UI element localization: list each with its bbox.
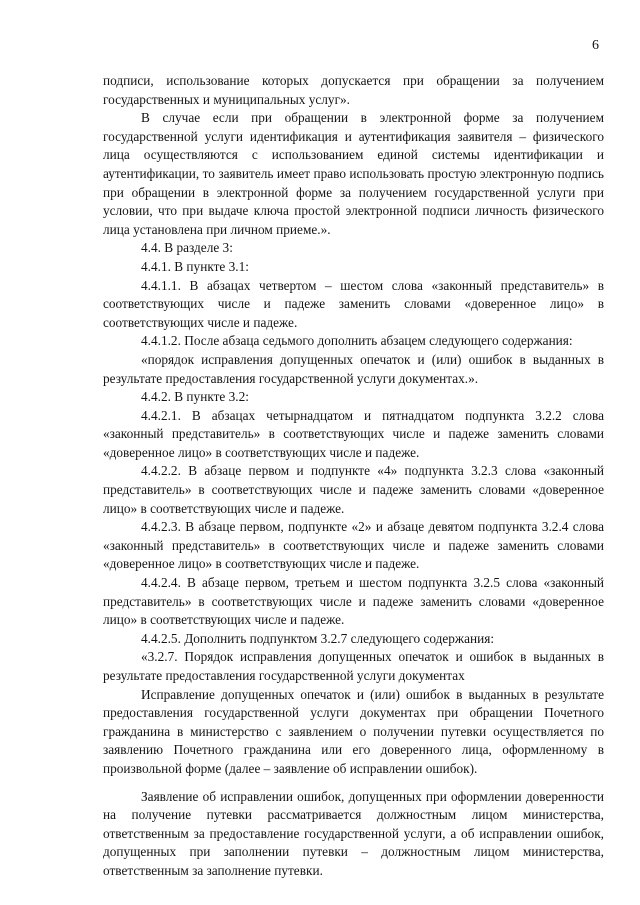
paragraph: Исправление допущенных опечаток и (или) ошибок в выданных в результате предоставления государственной услуги документах при обращении Почетного гражданина в министерство с заявлением о получении путевки осуществляется по заявлению Почетного гражданина или его доверенного лица, оформленному в произвольной форме (далее – заявление об исправлении ошибок).: [103, 686, 604, 776]
paragraph-continuation: подписи, использование которых допускается при обращении за получением государственных и муниципальных услуг».: [103, 73, 604, 107]
paragraph: 4.4.1.2. После абзаца седьмого дополнить абзацем следующего содержания:: [141, 333, 573, 349]
paragraph: 4.4.2.5. Дополнить подпунктом 3.2.7 следующего содержания:: [141, 630, 495, 646]
paragraph: 4.4.2.3. В абзаце первом, подпункте «2» и абзаце девятом подпункта 3.2.4 слова «законный представитель» в соответствующих числе и падеже заменить словами «доверенное лицо» в соответствующих числе и падеже.: [103, 519, 604, 572]
paragraph: 4.4.2.2. В абзаце первом и подпункте «4» подпункта 3.2.3 слова «законный представитель» в соответствующих числе и падеже заменить словами «доверенное лицо» в соответствующих числе и падеже.: [103, 463, 604, 516]
paragraph: 4.4.2. В пункте 3.2:: [141, 389, 249, 405]
document-body: [103, 72, 604, 881]
paragraph: 4.4.2.1. В абзацах четырнадцатом и пятнадцатом подпункта 3.2.2 слова «законный представитель» в соответствующих числе и падеже заменить словами «доверенное лицо» в соответствующих числе и падеже.: [103, 407, 604, 460]
paragraph: 4.4. В разделе 3:: [141, 240, 233, 256]
paragraph: «порядок исправления допущенных опечаток и (или) ошибок в выданных в результате предоставления государственной услуги документах.».: [103, 351, 604, 386]
paragraph: В случае если при обращении в электронной форме за получением государственной услуги идентификация и аутентификация заявителя – физического лица осуществляются с использованием единой системы идентификации и аутентификации, то заявитель имеет право использовать простую электронную подпись при обращении в электронной форме за получением государственной услуги при условии, что при выдаче ключа простой электронной подписи личность физического лица установлена при личном приеме.».: [103, 110, 604, 237]
paragraph: 4.4.1.1. В абзацах четвертом – шестом слова «законный представитель» в соответствующих числе и падеже заменить словами «доверенное лицо» в соответствующих числе и падеже.: [103, 277, 604, 330]
paragraph: 4.4.2.4. В абзаце первом, третьем и шестом подпункта 3.2.5 слова «законный представитель» в соответствующих числе и падеже заменить словами «доверенное лицо» в соответствующих числе и падеже.: [103, 575, 604, 628]
paragraph: «3.2.7. Порядок исправления допущенных опечаток и ошибок в выданных в результате предоставления государственной услуги документах: [103, 649, 604, 683]
paragraph: 4.4.1. В пункте 3.1:: [141, 258, 249, 274]
page-number: 6: [592, 38, 599, 53]
paragraph: Заявление об исправлении ошибок, допущенных при оформлении доверенности на получение путевки рассматривается должностным лицом министерства, ответственным за предоставление государственной услуги, а об исправлении ошибок, допущенных при заполнении путевки – должностным лицом министерства, ответственным за заполнение путевки.: [103, 788, 604, 878]
